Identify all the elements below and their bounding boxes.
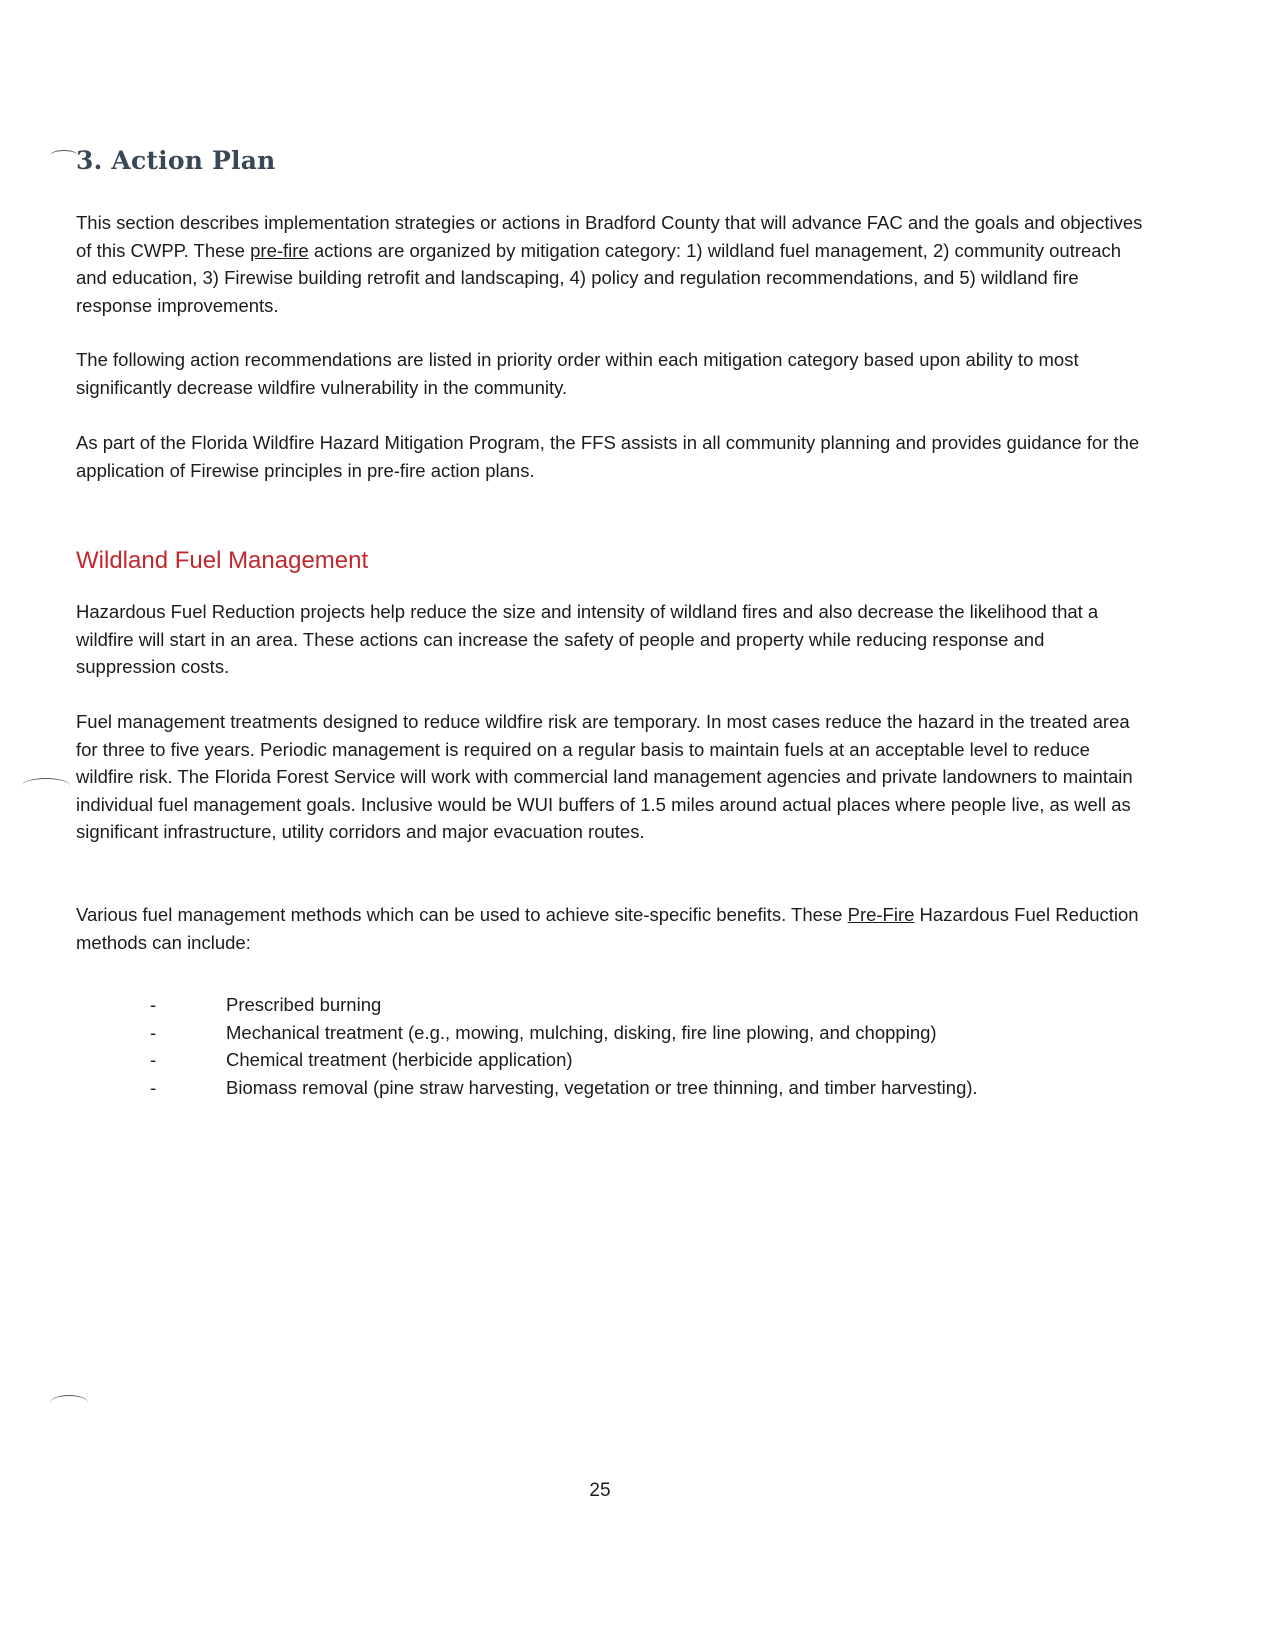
list-item — [150, 1074, 978, 1102]
bullet-dash: - — [150, 994, 157, 1015]
list-item — [150, 991, 978, 1019]
list-item — [150, 1046, 978, 1074]
intro-paragraph-2: The following action recommendations are listed in priority order within each mitigation category based upon ability to most significantly decrease wildfire vulnerability in the community. — [76, 349, 1079, 398]
section-title: 3. Action Plan — [76, 146, 276, 175]
fuel-paragraph-3-text-a: Various fuel management methods which can be used to achieve site-specific benefits. These — [76, 904, 848, 925]
bullet-dash: - — [150, 1049, 157, 1070]
bullet-dash: - — [150, 1021, 157, 1043]
fuel-management-heading: Wildland Fuel Management — [76, 547, 369, 574]
list-item — [150, 1019, 978, 1047]
intro-paragraph-3: As part of the Florida Wildfire Hazard Mitigation Program, the FFS assists in all community planning and provides guidance for the application of Firewise principles in pre-fire action plans. — [76, 432, 1140, 481]
pre-fire-capitalized-term: Pre-Fire — [847, 904, 915, 925]
list-item-text: Biomass removal (pine straw harvesting, vegetation or tree thinning, and timber harvesting). — [226, 1076, 978, 1098]
fuel-paragraph-1: Hazardous Fuel Reduction projects help reduce the size and intensity of wildland fires and also decrease the likelihood that a wildfire will start in an area. These actions can increase the safety of people and property while reducing response and suppression costs. — [76, 601, 1099, 677]
list-item-text: Prescribed burning — [226, 994, 382, 1015]
bullet-dash: - — [150, 1076, 157, 1098]
intro-paragraph-1 — [76, 209, 1146, 319]
fuel-methods-list — [150, 991, 978, 1101]
page-number: 25 — [589, 1480, 611, 1501]
intro-paragraph-1-text-b: actions are organized by mitigation category: 1) wildland fuel management, 2) community outreach and education, 3) Firewise building retrofit and landscaping, 4) policy and regulation recommendations, and 5) wildland fire response improvements. — [76, 239, 1122, 316]
scan-mark-top — [50, 150, 78, 161]
fuel-paragraph-3 — [76, 901, 1146, 956]
fuel-paragraph-3-text-b: Hazardous Fuel Reduction methods can include: — [76, 904, 1139, 953]
scan-mark-bottom — [50, 1395, 88, 1410]
intro-paragraph-1-text-a: This section describes implementation strategies or actions in Bradford County that will advance FAC and the goals and objectives of this CWPP. These — [76, 212, 1143, 261]
scan-mark-middle — [22, 778, 70, 793]
pre-fire-term: pre-fire — [250, 239, 309, 261]
list-item-text: Chemical treatment (herbicide application) — [226, 1049, 573, 1070]
list-item-text: Mechanical treatment (e.g., mowing, mulching, disking, fire line plowing, and chopping) — [226, 1021, 937, 1043]
fuel-paragraph-2: Fuel management treatments designed to reduce wildfire risk are temporary. In most cases reduce the hazard in the treated area for three to five years. Periodic management is required on a regular basis to maintain fuels at an acceptable level to reduce wildfire risk. The Florida Forest Service will work with commercial land management agencies and private landowners to maintain individual fuel management goals. Inclusive would be WUI buffers of 1.5 miles around actual places where people live, as well as significant infrastructure, utility corridors and major evacuation routes. — [76, 711, 1133, 842]
